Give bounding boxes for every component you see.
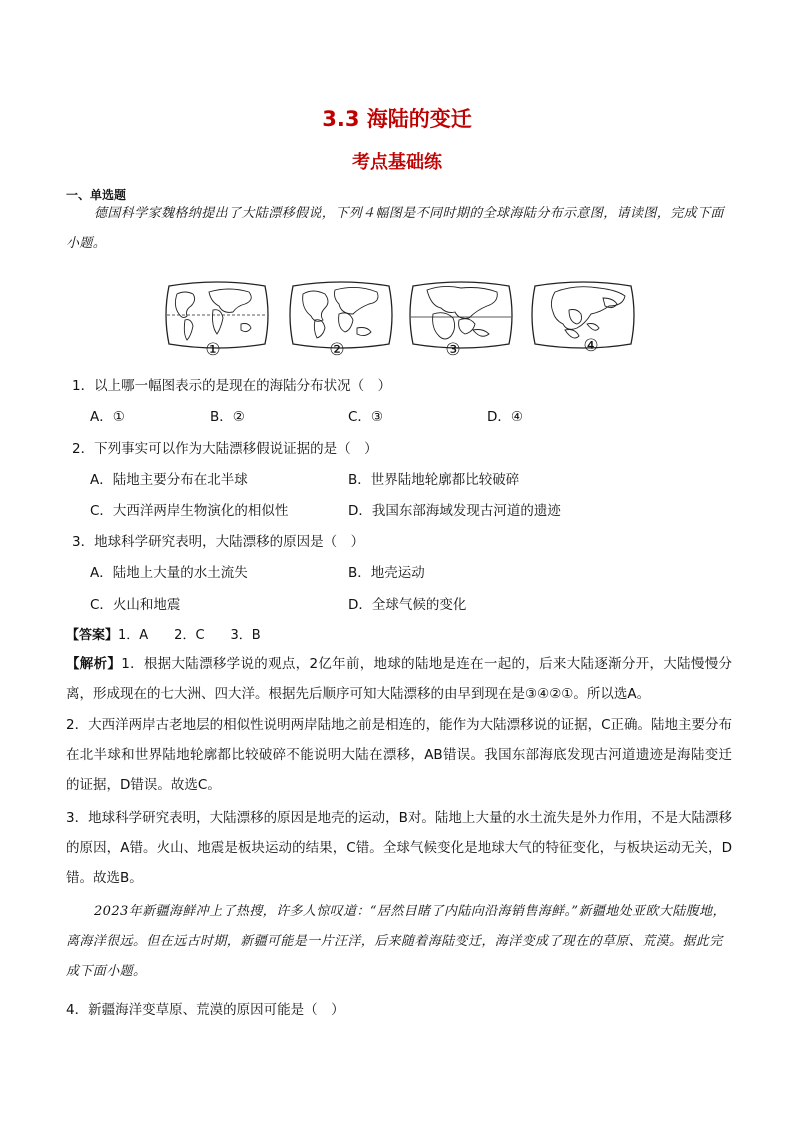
page-subtitle: 考点基础练 [352,152,442,173]
section-heading: 一、单选题 [66,188,127,202]
question-4-stem: 4．新疆海洋变草原、荒漠的原因可能是（ ） [66,1002,345,1018]
q1-option-b: B．② [210,409,245,425]
answer-line [66,624,261,643]
q2-option-b: B．世界陆地轮廓都比较破碎 [348,472,520,488]
q1-option-c: C．③ [348,409,384,425]
map-label-1: ① [205,340,221,360]
map-label-3: ③ [445,340,461,360]
q1-option-a: A．① [90,409,125,425]
answer-text: 1．A 2．C 3．B [118,628,261,643]
analysis-text-1: 1．根据大陆漂移学说的观点，2亿年前，地球的陆地是连在一起的，后来大陆逐渐分开，大陆慢慢分离，形成现在的七大洲、四大洋。根据先后顺序可知大陆漂移的由早到现在是③④②①。所以选A。 [66,656,732,702]
page-title: 3.3 海陆的变迁 [322,107,472,131]
question-2-stem: 2．下列事实可以作为大陆漂移假说证据的是（ ） [72,441,378,457]
q3-option-a: A．陆地上大量的水土流失 [90,565,248,581]
q2-option-c: C．大西洋两岸生物演化的相似性 [90,503,289,519]
q2-option-d: D．我国东部海域发现古河道的遗迹 [348,503,561,519]
answer-tag: 【答案】 [66,628,119,643]
q3-option-d: D．全球气候的变化 [348,597,467,613]
world-maps-figure [163,270,643,360]
intro-paragraph-2: 2023年新疆海鲜冲上了热搜，许多人惊叹道：“居然目睹了内陆向沿海销售海鲜。”新疆地处亚欧大陆腹地，离海洋很远。但在远古时期，新疆可能是一片汪洋，后来随着海陆变迁，海洋变成了现在的草原、荒漠。据此完成下面小题。 [66,904,726,979]
q2-option-a: A．陆地主要分布在北半球 [90,472,248,488]
question-1-stem: 1．以上哪一幅图表示的是现在的海陆分布状况（ ） [72,378,392,394]
map-label-2: ② [329,340,345,360]
analysis-paragraph-3: 3．地球科学研究表明，大陆漂移的原因是地壳的运动，B对。陆地上大量的水土流失是外力作用，不是大陆漂移的原因，A错。火山、地震是板块运动的结果，C错。全球气候变化是地球大气的特征变化，与板块运动无关，D错。故选B。 [66,810,732,886]
analysis-paragraph-1 [66,649,732,709]
map-label-4: ④ [583,336,599,356]
intro-paragraph-1: 德国科学家魏格纳提出了大陆漂移假说，下列４幅图是不同时期的全球海陆分布示意图，请读图，完成下面小题。 [66,206,724,251]
analysis-tag: 【解析】 [66,656,122,672]
q3-option-c: C．火山和地震 [90,597,181,613]
question-3-stem: 3．地球科学研究表明，大陆漂移的原因是（ ） [72,534,365,550]
q1-option-d: D．④ [487,409,523,425]
analysis-paragraph-2: 2．大西洋两岸古老地层的相似性说明两岸陆地之前是相连的，能作为大陆漂移说的证据，C正确。陆地主要分布在北半球和世界陆地轮廓都比较破碎不能说明大陆在漂移，AB错误。我国东部海底发现古河道遗迹是海陆变迁的证据，D错误。故选C。 [66,717,733,793]
q3-option-b: B．地壳运动 [348,565,425,581]
